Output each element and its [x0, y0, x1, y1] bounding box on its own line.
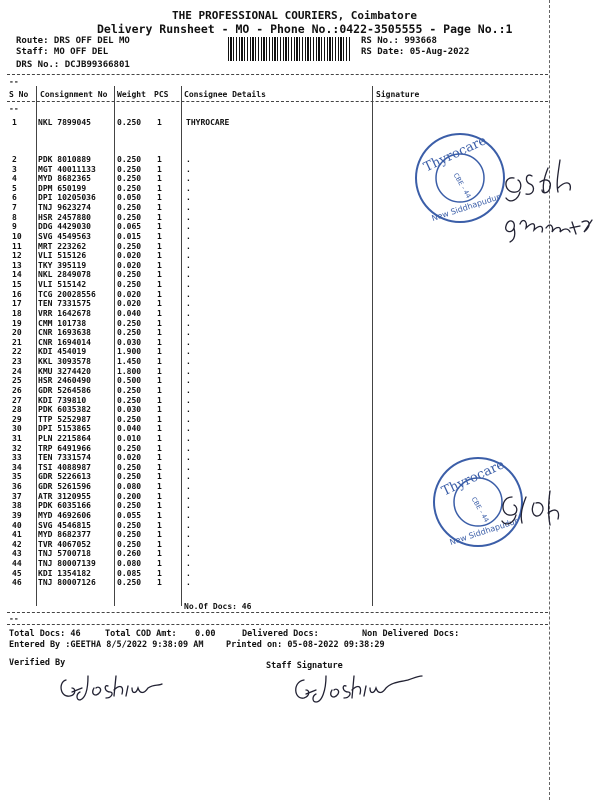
row-consignee: .	[186, 520, 191, 530]
row-consignment-no: HSR 2457880	[38, 212, 91, 222]
printed-on: Printed on: 05-08-2022 09:38:29	[226, 640, 385, 650]
row-sno: 24	[12, 366, 22, 376]
col-weight: Weight	[117, 90, 146, 99]
table-row	[0, 242, 560, 252]
rule-header-bottom	[7, 101, 548, 102]
row-sno: 43	[12, 549, 22, 559]
row-weight: 0.250	[117, 578, 142, 588]
row-pcs: 1	[157, 405, 162, 415]
row-weight: 0.250	[117, 539, 142, 549]
row-consignment-no: KDI 739810	[38, 395, 87, 405]
row-weight: 0.250	[117, 270, 142, 280]
table-row	[0, 357, 560, 367]
row-pcs: 1	[157, 510, 162, 520]
row-consignment-no: GDR 5261596	[38, 482, 91, 492]
row-consignee: .	[186, 443, 191, 453]
row-weight: 0.020	[117, 289, 142, 299]
row-consignment-no: VRR 1642678	[38, 308, 91, 318]
stamp-code: CBE - 44	[451, 171, 473, 200]
row-weight: 0.250	[117, 395, 142, 405]
rule-top	[7, 74, 548, 75]
table-row	[0, 299, 560, 309]
row-sno: 20	[12, 328, 22, 338]
row-weight: 0.010	[117, 433, 142, 443]
row-consignee: .	[186, 530, 191, 540]
rule-footer-top	[7, 624, 548, 625]
row-pcs: 1	[157, 443, 162, 453]
row-sno: 32	[12, 443, 22, 453]
row-consignee: .	[186, 222, 191, 232]
row-weight: 0.040	[117, 424, 142, 434]
row-consignment-no: ATR 3120955	[38, 491, 91, 501]
row-pcs: 1	[157, 251, 162, 261]
table-row	[0, 424, 560, 434]
row-weight: 1.800	[117, 366, 142, 376]
row-weight: 0.085	[117, 568, 142, 578]
row-consignment-no: TNJ 5700718	[38, 549, 91, 559]
table-row	[0, 270, 560, 280]
row-consignee: .	[186, 510, 191, 520]
row-sno: 30	[12, 424, 22, 434]
row-weight: 0.250	[117, 212, 142, 222]
runsheet-title: Delivery Runsheet - MO - Phone No.:0422-3505555 - Page No.:1	[97, 22, 513, 36]
table-row	[0, 434, 560, 444]
row-consignment-no: VLI 515126	[38, 251, 87, 261]
row-weight: 0.250	[117, 155, 142, 164]
row-consignment-no: GDR 5264586	[38, 385, 91, 395]
row-consignment-no: TTP 5252987	[38, 414, 91, 424]
row-consignee: .	[186, 289, 191, 299]
row-consignee: .	[186, 491, 191, 501]
row-sno: 41	[12, 530, 22, 540]
row-weight: 0.250	[117, 520, 142, 530]
row-weight: 0.080	[117, 559, 142, 569]
row-sno: 37	[12, 491, 22, 501]
row-consignment-no: DPM 650199	[38, 183, 87, 193]
row-consignment-no: TSI 4088987	[38, 462, 91, 472]
row-weight: 0.250	[117, 203, 142, 213]
row-sno: 23	[12, 357, 22, 367]
row-sno: 15	[12, 280, 22, 290]
row-pcs: 1	[157, 357, 162, 367]
table-row	[0, 578, 560, 588]
row-weight: 0.065	[117, 222, 142, 232]
thyrocare-stamp-top	[410, 128, 510, 228]
row-consignee: .	[186, 424, 191, 434]
row-weight: 0.030	[117, 337, 142, 347]
row-consignment-no: MYD 8682377	[38, 530, 91, 540]
row-weight: 0.250	[117, 174, 142, 184]
row-consignee: THYROCARE	[186, 118, 230, 127]
row-pcs: 1	[157, 193, 162, 203]
row-weight: 0.250	[117, 328, 142, 338]
row-consignment-no: NKL 2849078	[38, 270, 91, 280]
stamp-brand: Thyrocare	[439, 457, 507, 500]
barcode	[228, 37, 351, 61]
row-pcs: 1	[157, 568, 162, 578]
row-pcs: 1	[157, 337, 162, 347]
row-weight: 0.250	[117, 443, 142, 453]
row-pcs: 1	[157, 472, 162, 482]
stamp-brand: Thyrocare	[421, 133, 489, 176]
table-row	[0, 280, 560, 290]
non-delivered-docs: Non Delivered Docs:	[362, 629, 460, 639]
row-consignment-no: DPI 10205036	[38, 193, 96, 203]
table-row	[0, 328, 560, 338]
row-pcs: 1	[157, 308, 162, 318]
row-pcs: 1	[157, 453, 162, 463]
row-pcs: 1	[157, 203, 162, 213]
row-sno: 36	[12, 482, 22, 492]
row-consignee: .	[186, 193, 191, 203]
row-weight: 1.450	[117, 357, 142, 367]
row-sno: 29	[12, 414, 22, 424]
row-consignment-no: KDI 1354182	[38, 568, 91, 578]
row-sno: 14	[12, 270, 22, 280]
row-consignment-no: TRP 6491966	[38, 443, 91, 453]
stamp-location: New Siddhapudur	[448, 516, 519, 547]
row-sno: 26	[12, 385, 22, 395]
row-consignment-no: KKL 3093578	[38, 357, 91, 367]
row-weight: 0.250	[117, 414, 142, 424]
row-weight: 0.250	[117, 164, 142, 174]
row-weight: 0.015	[117, 231, 142, 241]
row-consignee: .	[186, 453, 191, 463]
row-pcs: 1	[157, 155, 162, 164]
row-sno: 16	[12, 289, 22, 299]
row-consignee: .	[186, 462, 191, 472]
row-consignment-no: TNJ 80007126	[38, 578, 96, 588]
row-consignee: .	[186, 231, 191, 241]
table-row	[0, 261, 560, 271]
rs-date: RS Date: 05-Aug-2022	[361, 47, 470, 57]
row-pcs: 1	[157, 433, 162, 443]
row-pcs: 1	[157, 539, 162, 549]
row-pcs: 1	[157, 520, 162, 530]
row-consignee: .	[186, 203, 191, 213]
row-pcs: 1	[157, 549, 162, 559]
row-sno: 33	[12, 453, 22, 463]
staff-signature-label: Staff Signature	[266, 661, 343, 671]
row-sno: 10	[12, 231, 22, 241]
row-consignee: .	[186, 549, 191, 559]
row-consignee: .	[186, 347, 191, 357]
row-consignee: .	[186, 578, 191, 588]
verified-by: Verified By	[9, 658, 66, 668]
row-consignee: .	[186, 395, 191, 405]
table-row	[0, 376, 560, 386]
row-consignment-no: SVG 4549563	[38, 231, 91, 241]
row-weight: 0.250	[117, 118, 142, 127]
row-consignment-no: KDI 454019	[38, 347, 87, 357]
row-consignment-no: TKY 395119	[38, 260, 87, 270]
row-consignee: .	[186, 472, 191, 482]
row-consignment-no: HSR 2460490	[38, 376, 91, 386]
row-consignment-no: MYD 4692606	[38, 510, 91, 520]
row-consignee: .	[186, 270, 191, 280]
row-consignment-no: DDG 4429030	[38, 222, 91, 232]
row-weight: 0.080	[117, 482, 142, 492]
col-consignee: Consignee Details	[184, 90, 266, 99]
row-weight: 0.020	[117, 260, 142, 270]
row-consignment-no: TEN 7331574	[38, 453, 91, 463]
company-name: THE PROFESSIONAL COURIERS, Coimbatore	[172, 9, 418, 22]
row-sno: 18	[12, 308, 22, 318]
row-consignee: .	[186, 212, 191, 222]
row-consignee: .	[186, 155, 191, 164]
row-sno: 19	[12, 318, 22, 328]
row-weight: 0.250	[117, 280, 142, 290]
row-sno: 44	[12, 559, 22, 569]
row-sno: 2	[12, 155, 17, 164]
row-consignment-no: VLI 515142	[38, 280, 87, 290]
table-row	[0, 569, 560, 579]
table-row	[0, 232, 560, 242]
row-consignee: .	[186, 559, 191, 569]
row-weight: 0.250	[117, 241, 142, 251]
row-weight: 0.250	[117, 462, 142, 472]
row-consignment-no: DPI 5153865	[38, 424, 91, 434]
row-sno: 38	[12, 501, 22, 511]
row-sno: 35	[12, 472, 22, 482]
row-weight: 0.055	[117, 510, 142, 520]
row-pcs: 1	[157, 414, 162, 424]
row-weight: 0.040	[117, 308, 142, 318]
row-consignee: .	[186, 241, 191, 251]
row-consignment-no: CNR 1693638	[38, 328, 91, 338]
row-sno: 25	[12, 376, 22, 386]
table-row	[0, 309, 560, 319]
row-consignment-no: SVG 4546815	[38, 520, 91, 530]
handwritten-signature-top	[500, 148, 599, 248]
row-consignment-no: TNJ 9623274	[38, 203, 91, 213]
row-weight: 0.250	[117, 385, 142, 395]
row-pcs: 1	[157, 164, 162, 174]
col-signature: Signature	[376, 90, 420, 99]
handwritten-signature-mid	[498, 485, 568, 535]
row-consignment-no: GDR 5226613	[38, 472, 91, 482]
row-pcs: 1	[157, 183, 162, 193]
row-weight: 0.250	[117, 318, 142, 328]
row-sno: 39	[12, 510, 22, 520]
row-consignee: .	[186, 385, 191, 395]
row-consignee: .	[186, 328, 191, 338]
row-sno: 42	[12, 539, 22, 549]
row-consignment-no: NKL 7899045	[38, 118, 91, 127]
row-consignee: .	[186, 318, 191, 328]
row-sno: 3	[12, 164, 17, 174]
row-consignment-no: PDK 6035166	[38, 501, 91, 511]
row-consignment-no: TNJ 80007139	[38, 559, 96, 569]
rs-number: RS No.: 993668	[361, 36, 437, 46]
row-sno: 9	[12, 222, 17, 232]
row-consignment-no: CMM 101738	[38, 318, 87, 328]
table-row	[0, 367, 560, 377]
row-pcs: 1	[157, 501, 162, 511]
row-pcs: 1	[157, 482, 162, 492]
row-sno: 34	[12, 462, 22, 472]
row-sno: 17	[12, 299, 22, 309]
table-row	[0, 405, 560, 415]
row-sno: 1	[12, 118, 17, 127]
total-cod-label: Total COD Amt:	[105, 629, 177, 639]
row-weight: 0.250	[117, 183, 142, 193]
row-consignee: .	[186, 308, 191, 318]
row-weight: 0.260	[117, 549, 142, 559]
row-sno: 5	[12, 183, 17, 193]
row-pcs: 1	[157, 270, 162, 280]
row-pcs: 1	[157, 174, 162, 184]
row-weight: 0.250	[117, 530, 142, 540]
handwritten-signature-verified	[58, 666, 168, 706]
table-row	[0, 347, 560, 357]
row-consignee: .	[186, 174, 191, 184]
row-consignee: .	[186, 501, 191, 511]
row-weight: 0.030	[117, 405, 142, 415]
row-marker-top: --	[9, 77, 19, 86]
total-cod-value: 0.00	[195, 629, 216, 639]
row-consignment-no: TCG 20028556	[38, 289, 96, 299]
row-pcs: 1	[157, 578, 162, 588]
stamp-location: New Siddhapudur	[430, 192, 501, 223]
col-sno: S No	[9, 90, 29, 99]
row-weight: 0.020	[117, 299, 142, 309]
row-pcs: 1	[157, 491, 162, 501]
row-pcs: 1	[157, 241, 162, 251]
stamp-code: CBE - 44	[469, 495, 491, 524]
row-consignee: .	[186, 299, 191, 309]
row-pcs: 1	[157, 366, 162, 376]
drs-number: DRS No.: DCJB99366801	[16, 60, 130, 70]
row-pcs: 1	[157, 376, 162, 386]
table-row	[0, 559, 560, 569]
row-sno: 21	[12, 337, 22, 347]
handwritten-signature-staff	[290, 668, 430, 708]
row-weight: 0.020	[117, 453, 142, 463]
row-consignee: .	[186, 183, 191, 193]
row-consignment-no: PLN 2215864	[38, 433, 91, 443]
row-consignee: .	[186, 482, 191, 492]
row-weight: 0.050	[117, 193, 142, 203]
row-consignee: .	[186, 260, 191, 270]
row-consignment-no: PDK 6035382	[38, 405, 91, 415]
row-consignment-no: TEN 7331575	[38, 299, 91, 309]
row-consignment-no: TVR 4067052	[38, 539, 91, 549]
row-pcs: 1	[157, 289, 162, 299]
row-sno: 12	[12, 251, 22, 261]
row-weight: 0.500	[117, 376, 142, 386]
row-sno: 6	[12, 193, 17, 203]
row-consignee: .	[186, 337, 191, 347]
row-consignee: .	[186, 539, 191, 549]
row-consignee: .	[186, 280, 191, 290]
row-pcs: 1	[157, 530, 162, 540]
row-sno: 46	[12, 578, 22, 588]
table-row	[0, 319, 560, 329]
row-pcs: 1	[157, 260, 162, 270]
row-pcs: 1	[157, 328, 162, 338]
table-row	[0, 338, 560, 348]
row-consignment-no: KMU 3274420	[38, 366, 91, 376]
row-consignee: .	[186, 366, 191, 376]
table-row	[0, 118, 560, 128]
table-row	[0, 415, 560, 425]
col-pcs: PCS	[154, 90, 169, 99]
row-weight: 0.020	[117, 251, 142, 261]
row-pcs: 1	[157, 462, 162, 472]
table-row	[0, 251, 560, 261]
row-pcs: 1	[157, 318, 162, 328]
row-pcs: 1	[157, 299, 162, 309]
row-consignee: .	[186, 414, 191, 424]
delivered-docs: Delivered Docs:	[242, 629, 319, 639]
row-sno: 8	[12, 212, 17, 222]
row-consignee: .	[186, 568, 191, 578]
total-docs: Total Docs: 46	[9, 629, 81, 639]
row-consignee: .	[186, 164, 191, 174]
row-sno: 40	[12, 520, 22, 530]
row-consignment-no: CNR 1694014	[38, 337, 91, 347]
col-consignment: Consignment No	[40, 90, 108, 99]
table-row	[0, 290, 560, 300]
row-sno: 13	[12, 260, 22, 270]
row-sno: 11	[12, 241, 22, 251]
table-row	[0, 396, 560, 406]
row-consignee: .	[186, 376, 191, 386]
row-sno: 27	[12, 395, 22, 405]
rule-table-bottom	[7, 612, 548, 613]
row-consignment-no: MRT 223262	[38, 241, 87, 251]
row-pcs: 1	[157, 424, 162, 434]
row-pcs: 1	[157, 212, 162, 222]
no-of-docs: No.Of Docs: 46	[184, 602, 252, 611]
row-consignee: .	[186, 433, 191, 443]
row-pcs: 1	[157, 222, 162, 232]
row-consignee: .	[186, 405, 191, 415]
route-label: Route: DRS OFF DEL MO	[16, 36, 130, 46]
row-pcs: 1	[157, 385, 162, 395]
entered-by: Entered By :GEETHA 8/5/2022 9:38:09 AM	[9, 640, 204, 650]
row-weight: 0.200	[117, 491, 142, 501]
row-pcs: 1	[157, 347, 162, 357]
row-consignment-no: MGT 40011133	[38, 164, 96, 174]
row-sno: 7	[12, 203, 17, 213]
row-consignee: .	[186, 357, 191, 367]
row-pcs: 1	[157, 559, 162, 569]
row-consignment-no: MYD 8682365	[38, 174, 91, 184]
row-weight: 1.900	[117, 347, 142, 357]
row-marker-header: --	[9, 104, 19, 113]
row-pcs: 1	[157, 395, 162, 405]
row-pcs: 1	[157, 231, 162, 241]
row-sno: 22	[12, 347, 22, 357]
row-pcs: 1	[157, 280, 162, 290]
row-consignee: .	[186, 251, 191, 261]
row-sno: 31	[12, 433, 22, 443]
row-weight: 0.250	[117, 472, 142, 482]
staff-label: Staff: MO OFF DEL	[16, 47, 109, 57]
row-consignment-no: PDK 8010889	[38, 155, 91, 164]
row-sno: 4	[12, 174, 17, 184]
row-marker-bottom: --	[9, 614, 19, 623]
row-sno: 28	[12, 405, 22, 415]
table-row	[0, 386, 560, 396]
row-weight: 0.250	[117, 501, 142, 511]
row-pcs: 1	[157, 118, 162, 127]
row-sno: 45	[12, 568, 22, 578]
